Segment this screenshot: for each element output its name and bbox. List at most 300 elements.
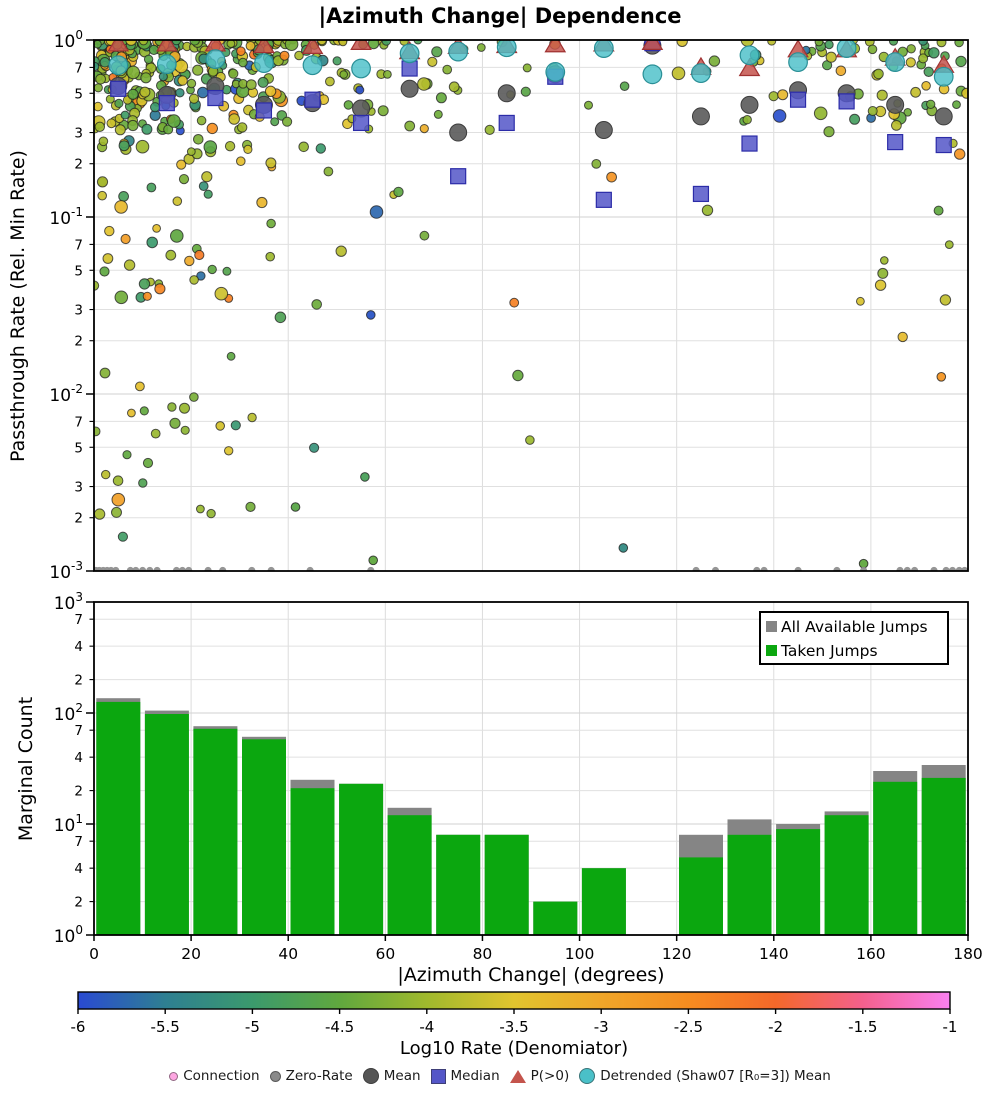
mean-marker bbox=[935, 108, 952, 125]
legend-item-zero-rate bbox=[270, 1068, 353, 1084]
scatter-point bbox=[271, 118, 279, 126]
scatter-point bbox=[195, 250, 204, 259]
y-minor-tick-label: 5 bbox=[74, 440, 83, 457]
legend-item-connection bbox=[169, 1068, 259, 1084]
scatter-point bbox=[140, 87, 150, 97]
median-marker bbox=[256, 103, 271, 118]
scatter-point bbox=[185, 256, 194, 265]
detrended-marker bbox=[400, 44, 419, 63]
scatter-point bbox=[168, 115, 181, 128]
scatter-point bbox=[115, 125, 125, 135]
scatter-point bbox=[927, 100, 935, 108]
scatter-point bbox=[238, 123, 247, 132]
y-minor-tick-label: 2 bbox=[74, 894, 83, 911]
scatter-point bbox=[151, 429, 160, 438]
scatter-point bbox=[672, 67, 685, 80]
scatter-point bbox=[225, 447, 233, 455]
scatter-point bbox=[280, 51, 289, 60]
median-marker bbox=[208, 91, 223, 106]
scatter-point bbox=[187, 148, 195, 156]
scatter-point bbox=[155, 284, 165, 294]
y-minor-tick-label: 3 bbox=[74, 302, 83, 319]
scatter-point bbox=[139, 279, 149, 289]
scatter-point bbox=[344, 101, 353, 110]
scatter-point bbox=[96, 74, 106, 84]
mean-marker bbox=[692, 108, 709, 125]
detrended-marker bbox=[352, 59, 371, 78]
detrended-marker bbox=[643, 65, 662, 84]
scatter-point bbox=[181, 426, 189, 434]
legend-label-all-jumps: All Available Jumps bbox=[781, 618, 928, 636]
bar-taken-jumps bbox=[388, 815, 432, 935]
scatter-point bbox=[378, 106, 388, 116]
scatter-point bbox=[316, 144, 325, 153]
bar-taken-jumps bbox=[776, 829, 820, 935]
bar-taken-jumps bbox=[679, 857, 723, 935]
scatter-point bbox=[394, 187, 403, 196]
colorbar-gradient bbox=[78, 992, 950, 1009]
scatter-point bbox=[119, 141, 129, 151]
scatter-point bbox=[521, 87, 530, 96]
scatter-point bbox=[103, 254, 113, 264]
colorbar-tick-label: -6 bbox=[70, 1018, 86, 1036]
scatter-point bbox=[370, 206, 383, 219]
scatter-point bbox=[115, 291, 128, 304]
scatter-point bbox=[94, 509, 104, 519]
legend-label-median: Median bbox=[450, 1068, 500, 1084]
bar-taken-jumps bbox=[728, 835, 772, 935]
scatter-point bbox=[143, 458, 152, 467]
median-marker bbox=[354, 115, 369, 130]
scatter-point bbox=[107, 119, 116, 128]
scatter-point bbox=[607, 172, 617, 182]
bar-taken-jumps bbox=[873, 782, 917, 935]
scatter-point bbox=[100, 368, 110, 378]
colorbar-tick-label: -3 bbox=[593, 1018, 609, 1036]
scatter-point bbox=[709, 56, 719, 66]
median-marker bbox=[888, 135, 903, 150]
x-tick-label: 20 bbox=[181, 945, 201, 963]
scatter-point bbox=[207, 509, 215, 517]
scatter-point bbox=[310, 443, 319, 452]
legend-item-mean bbox=[363, 1068, 421, 1084]
scatter-outlier-point bbox=[937, 373, 946, 382]
y-minor-tick-label: 4 bbox=[74, 750, 83, 767]
scatter-y-axis bbox=[49, 28, 94, 583]
mean-marker bbox=[498, 85, 515, 102]
scatter-point bbox=[420, 125, 428, 133]
scatter-point bbox=[173, 197, 182, 206]
colorbar-tick-label: -2 bbox=[768, 1018, 784, 1036]
scatter-point bbox=[265, 86, 275, 96]
scatter-point bbox=[826, 52, 836, 62]
colorbar-tick-label: -1.5 bbox=[848, 1018, 878, 1036]
detrended-marker bbox=[109, 56, 128, 75]
scatter-point bbox=[324, 167, 333, 176]
scatter-point bbox=[889, 37, 897, 45]
y-tick-label: $10^{-3}$ bbox=[49, 559, 83, 583]
median-marker bbox=[936, 138, 951, 153]
scatter-point bbox=[824, 127, 834, 137]
scatter-point bbox=[266, 252, 275, 261]
x-tick-label: 80 bbox=[472, 945, 493, 963]
scatter-point bbox=[266, 158, 276, 168]
y-minor-tick-label: 7 bbox=[74, 60, 83, 77]
scatter-outlier-point bbox=[367, 311, 376, 320]
scatter-point bbox=[814, 107, 827, 120]
colorbar-tick-label: -4.5 bbox=[324, 1018, 355, 1036]
detrended-marker bbox=[789, 53, 808, 72]
scatter-point bbox=[312, 300, 322, 310]
scatter-point bbox=[356, 86, 364, 94]
median-marker-icon bbox=[431, 1069, 446, 1084]
bar-taken-jumps bbox=[193, 729, 237, 935]
scatter-point bbox=[677, 36, 687, 46]
y-minor-tick-label: 7 bbox=[74, 723, 83, 740]
bar-taken-jumps bbox=[339, 784, 383, 935]
colorbar-tick-label: -3.5 bbox=[499, 1018, 529, 1036]
y-minor-tick-label: 2 bbox=[74, 510, 83, 527]
scatter-point bbox=[592, 160, 601, 169]
detrended-marker bbox=[886, 53, 905, 72]
x-axis-label: |Azimuth Change| (degrees) bbox=[397, 964, 665, 986]
scatter-point bbox=[283, 117, 292, 126]
y-minor-tick-label: 2 bbox=[74, 156, 83, 173]
scatter-point bbox=[115, 201, 128, 214]
scatter-point bbox=[881, 257, 889, 265]
colorbar-tick-label: -1 bbox=[942, 1018, 958, 1036]
scatter-point bbox=[906, 58, 915, 67]
x-tick-label: 40 bbox=[278, 945, 299, 963]
hist-y-axis bbox=[54, 590, 94, 947]
scatter-point bbox=[237, 157, 246, 166]
detrended-marker bbox=[595, 39, 614, 58]
zero-rate-marker-icon bbox=[270, 1071, 281, 1082]
scatter-point bbox=[585, 101, 593, 109]
scatter-point bbox=[139, 479, 147, 487]
scatter-point bbox=[179, 175, 188, 184]
colorbar-tick-label: -5.5 bbox=[150, 1018, 180, 1036]
scatter-point bbox=[513, 370, 523, 380]
scatter-point bbox=[147, 237, 158, 248]
y-tick-label: $10^{-1}$ bbox=[49, 205, 83, 229]
scatter-point bbox=[136, 140, 149, 153]
scatter-point bbox=[215, 287, 228, 300]
hist-bars bbox=[96, 698, 965, 935]
scatter-point bbox=[907, 45, 915, 53]
page-title: |Azimuth Change| Dependence bbox=[318, 4, 682, 28]
scatter-point bbox=[836, 66, 846, 76]
y-minor-tick-label: 2 bbox=[74, 672, 83, 689]
scatter-outlier-point bbox=[361, 473, 370, 482]
histogram-legend bbox=[760, 612, 948, 664]
y-axis-label-top: Passthrough Rate (Rel. Min Rate) bbox=[7, 150, 29, 462]
mean-marker-icon bbox=[363, 1068, 379, 1084]
scatter-point bbox=[190, 276, 199, 285]
scatter-point bbox=[121, 234, 130, 243]
p-gt0-marker bbox=[351, 33, 371, 50]
scatter-point bbox=[874, 69, 884, 79]
scatter-point bbox=[246, 502, 255, 511]
scatter-point bbox=[420, 231, 429, 240]
scatter-point bbox=[143, 292, 151, 300]
scatter-point bbox=[857, 297, 865, 305]
median-marker bbox=[596, 192, 611, 207]
bar-taken-jumps bbox=[291, 788, 335, 935]
scatter-outlier-point bbox=[291, 503, 300, 512]
colorbar bbox=[71, 992, 958, 1036]
detrended-marker bbox=[934, 67, 953, 86]
scatter-point bbox=[244, 145, 252, 153]
bar-taken-jumps bbox=[96, 702, 140, 935]
scatter-point bbox=[193, 65, 203, 75]
scatter-point bbox=[956, 56, 966, 66]
detrended-marker bbox=[692, 64, 711, 83]
y-tick-label: $10^{-2}$ bbox=[49, 382, 83, 406]
scatter-point bbox=[197, 116, 206, 125]
mean-marker bbox=[450, 124, 467, 141]
scatter-outlier-point bbox=[859, 559, 868, 568]
p-gt0-marker-icon bbox=[510, 1070, 526, 1083]
scatter-point bbox=[118, 532, 127, 541]
scatter-frame bbox=[94, 40, 968, 571]
scatter-point bbox=[825, 41, 833, 49]
scatter-point bbox=[620, 82, 629, 91]
scatter-point bbox=[144, 55, 152, 63]
scatter-point bbox=[436, 93, 446, 103]
scatter-point bbox=[128, 89, 138, 99]
scatter-point bbox=[934, 206, 943, 215]
scatter-point bbox=[140, 407, 148, 415]
scatter-point bbox=[170, 418, 180, 428]
scatter-point bbox=[246, 42, 255, 51]
detrended-marker-icon bbox=[579, 1068, 595, 1084]
scatter-point bbox=[405, 121, 415, 131]
scatter-point bbox=[477, 44, 485, 52]
scatter-point bbox=[127, 66, 140, 79]
bar-taken-jumps bbox=[582, 868, 626, 935]
scatter-point bbox=[204, 141, 217, 154]
legend-label-connection: Connection bbox=[183, 1068, 260, 1084]
bar-taken-jumps bbox=[485, 835, 529, 935]
scatter-point bbox=[98, 191, 107, 200]
detrended-marker bbox=[158, 55, 177, 74]
scatter-point bbox=[898, 332, 907, 341]
scatter-point bbox=[124, 260, 134, 270]
legend-label-taken-jumps: Taken Jumps bbox=[781, 642, 878, 660]
scatter-point bbox=[189, 94, 198, 103]
bottom-legend bbox=[0, 1068, 1000, 1084]
scatter-point bbox=[105, 226, 114, 235]
x-tick-label: 0 bbox=[89, 945, 99, 963]
scatter-point bbox=[204, 190, 212, 198]
legend-label-zero-rate: Zero-Rate bbox=[285, 1068, 353, 1084]
scatter-point bbox=[877, 90, 887, 100]
scatter-point bbox=[510, 298, 519, 307]
scatter-point bbox=[180, 403, 190, 413]
scatter-point bbox=[267, 219, 276, 228]
scatter-point bbox=[176, 89, 184, 97]
scatter-point bbox=[227, 352, 235, 360]
y-tick-label: $10^1$ bbox=[53, 812, 83, 836]
x-tick-label: 60 bbox=[375, 945, 396, 963]
scatter-point bbox=[128, 120, 138, 130]
scatter-point bbox=[190, 393, 199, 402]
scatter-point bbox=[237, 47, 246, 56]
scatter-point bbox=[94, 84, 102, 92]
colorbar-tick-label: -5 bbox=[244, 1018, 260, 1036]
legend-label-detrended: Detrended (Shaw07 [R₀=3]) Mean bbox=[600, 1068, 831, 1084]
scatter-point bbox=[523, 64, 531, 72]
detrended-marker bbox=[206, 50, 225, 69]
scatter-points bbox=[89, 34, 971, 574]
scatter-point bbox=[202, 172, 212, 182]
scatter-point bbox=[326, 77, 335, 86]
scatter-point bbox=[922, 82, 931, 91]
median-marker bbox=[305, 92, 320, 107]
y-minor-tick-label: 4 bbox=[74, 639, 83, 656]
scatter-point bbox=[246, 80, 256, 90]
median-marker bbox=[839, 94, 854, 109]
scatter-point bbox=[142, 124, 152, 134]
y-axis-label-bottom: Marginal Count bbox=[15, 696, 37, 842]
legend-swatch-taken-jumps bbox=[766, 645, 777, 656]
scatter-point bbox=[199, 182, 208, 191]
scatter-point bbox=[336, 246, 346, 256]
scatter-point bbox=[112, 507, 122, 517]
scatter-point bbox=[153, 225, 161, 233]
scatter-point bbox=[449, 82, 459, 92]
scatter-point bbox=[768, 37, 776, 45]
scatter-point bbox=[962, 88, 972, 98]
scatter-point bbox=[868, 107, 877, 116]
scatter-point bbox=[875, 280, 885, 290]
scatter-point bbox=[929, 48, 939, 58]
y-minor-tick-label: 7 bbox=[74, 834, 83, 851]
y-minor-tick-label: 2 bbox=[74, 333, 83, 350]
scatter-point bbox=[171, 230, 184, 243]
scatter-point bbox=[123, 451, 131, 459]
scatter-point bbox=[428, 57, 437, 66]
bar-taken-jumps bbox=[825, 815, 869, 935]
scatter-point bbox=[95, 122, 104, 131]
y-minor-tick-label: 5 bbox=[74, 263, 83, 280]
scatter-point bbox=[197, 505, 205, 513]
scatter-point bbox=[850, 114, 860, 124]
y-tick-label: $10^0$ bbox=[53, 923, 83, 947]
legend-item-p-gt0 bbox=[510, 1068, 570, 1084]
scatter-point bbox=[99, 137, 108, 146]
scatter-point bbox=[778, 90, 788, 100]
scatter-point bbox=[434, 110, 442, 118]
scatter-point bbox=[229, 69, 238, 78]
scatter-point bbox=[333, 57, 341, 65]
mean-marker bbox=[741, 96, 758, 113]
scatter-point bbox=[485, 125, 494, 134]
scatter-point bbox=[702, 205, 712, 215]
scatter-point bbox=[136, 382, 145, 391]
scatter-point bbox=[208, 265, 216, 273]
scatter-point bbox=[100, 58, 110, 68]
scatter-point bbox=[275, 312, 286, 323]
y-minor-tick-label: 4 bbox=[74, 861, 83, 878]
scatter-grid bbox=[94, 40, 968, 571]
legend-label-p-gt0: P(>0) bbox=[530, 1068, 570, 1084]
scatter-point bbox=[166, 250, 176, 260]
scatter-point bbox=[773, 110, 786, 123]
scatter-point bbox=[223, 267, 231, 275]
scatter-point bbox=[229, 114, 240, 125]
scatter-point bbox=[526, 436, 535, 445]
scatter-point bbox=[924, 67, 933, 76]
scatter-point bbox=[168, 403, 176, 411]
scatter-point bbox=[955, 149, 965, 159]
mean-marker bbox=[595, 122, 612, 139]
scatter-point bbox=[187, 79, 195, 87]
scatter-point bbox=[194, 135, 204, 145]
scatter-point bbox=[257, 197, 267, 207]
x-tick-label: 140 bbox=[758, 945, 789, 963]
scatter-point bbox=[911, 87, 921, 97]
detrended-marker bbox=[449, 42, 468, 61]
scatter-point bbox=[119, 192, 129, 202]
bar-taken-jumps bbox=[436, 835, 480, 935]
scatter-point bbox=[953, 101, 961, 109]
scatter-point bbox=[340, 71, 348, 79]
detrended-marker bbox=[546, 63, 565, 82]
scatter-point bbox=[127, 409, 135, 417]
median-marker bbox=[499, 115, 514, 130]
mean-marker bbox=[887, 96, 904, 113]
x-tick-label: 100 bbox=[564, 945, 595, 963]
median-marker bbox=[451, 169, 466, 184]
legend-label-mean: Mean bbox=[383, 1068, 421, 1084]
scatter-point bbox=[177, 160, 186, 169]
scatter-point bbox=[878, 268, 888, 278]
scatter-outlier-point bbox=[369, 556, 378, 565]
y-tick-label: $10^3$ bbox=[53, 590, 83, 614]
scatter-point bbox=[112, 493, 125, 506]
scatter-point bbox=[147, 183, 156, 192]
y-minor-tick-label: 2 bbox=[74, 783, 83, 800]
median-marker bbox=[111, 81, 126, 96]
scatter-panel bbox=[49, 28, 971, 583]
median-marker bbox=[742, 136, 757, 151]
x-tick-label: 160 bbox=[856, 945, 886, 963]
legend-swatch-all-jumps bbox=[766, 621, 777, 632]
scatter-point bbox=[113, 476, 123, 486]
bar-taken-jumps bbox=[242, 739, 286, 935]
scatter-point bbox=[97, 177, 107, 187]
median-marker bbox=[693, 186, 708, 201]
scatter-point bbox=[258, 77, 268, 87]
scatter-point bbox=[743, 116, 751, 124]
connection-marker-icon bbox=[169, 1072, 178, 1081]
colorbar-tick-label: -2.5 bbox=[673, 1018, 704, 1036]
mean-marker bbox=[401, 80, 418, 97]
scatter-point bbox=[769, 92, 778, 101]
scatter-point bbox=[248, 413, 256, 421]
y-minor-tick-label: 7 bbox=[74, 612, 83, 629]
y-minor-tick-label: 7 bbox=[74, 237, 83, 254]
scatter-point bbox=[443, 65, 452, 74]
scatter-point bbox=[299, 142, 309, 152]
scatter-point bbox=[178, 76, 187, 85]
detrended-marker bbox=[740, 46, 759, 65]
p-gt0-marker bbox=[545, 35, 565, 52]
scatter-point bbox=[198, 87, 209, 98]
legend-item-detrended bbox=[579, 1068, 831, 1084]
